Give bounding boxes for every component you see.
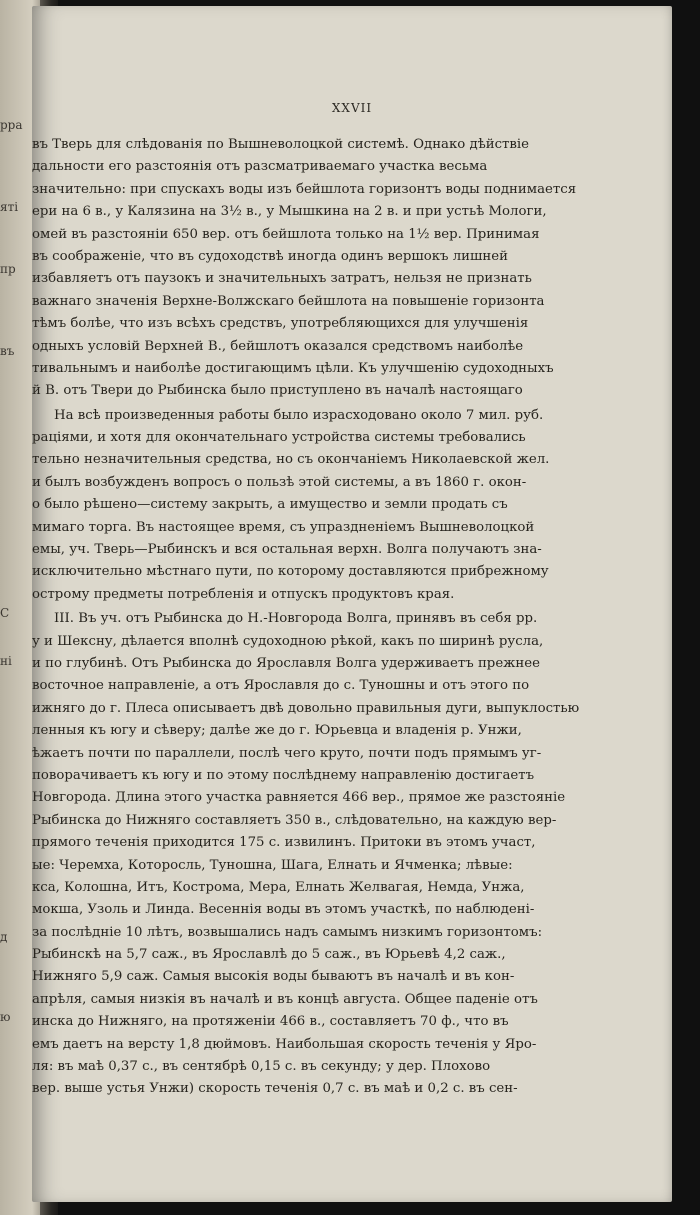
text-line: важнаго значенія Верхне-Волжскаго бейшлота на повышеніе горизонта xyxy=(32,293,545,309)
text-line: мокша, Узоль и Линда. Весеннія воды въ этомъ участкѣ, по наблюдені- xyxy=(32,902,535,918)
book-page xyxy=(32,6,672,1202)
text-line: Новгорода. Длина этого участка равняется 466 вер., прямое же разстояніе xyxy=(32,790,566,806)
text-line: ля: въ маѣ 0,37 с., въ сентябрѣ 0,15 с. въ секунду; у дер. Плохово xyxy=(32,1059,491,1075)
left-margin-fragment: пр xyxy=(0,262,16,276)
text-line: и былъ возбужденъ вопросъ о пользѣ этой системы, а въ 1860 г. окон- xyxy=(32,474,527,490)
text-line: ленныя къ югу и сѣверу; далѣе же до г. Юрьевца и владенія р. Унжи, xyxy=(32,723,522,739)
text-line: емы, уч. Тверь—Рыбинскъ и вся остальная верхн. Волга получаютъ зна- xyxy=(32,542,542,558)
text-line: емъ даетъ на версту 1,8 дюймовъ. Наибольшая скорость теченія у Яро- xyxy=(32,1036,537,1052)
text-line: тельно незначительныя средства, но съ окончаніемъ Николаевской жел. xyxy=(32,452,550,468)
text-line: кса, Колошна, Итъ, Кострома, Мера, Елнать Желвагая, Немда, Унжа, xyxy=(32,879,525,895)
text-line: у и Шексну, дѣлается вполнѣ судоходною рѣкой, какъ по ширинѣ русла, xyxy=(32,633,544,649)
text-line: Нижняго 5,9 саж. Самыя высокія воды бываютъ въ началѣ и въ кон- xyxy=(32,969,515,985)
text-line: ижняго до г. Плеса описываетъ двѣ довольно правильныя дуги, выпуклостью xyxy=(32,700,580,716)
text-line: апрѣля, самыя низкія въ началѣ и въ концѣ августа. Общее паденіе отъ xyxy=(32,991,538,1007)
text-line: въ Тверь для слѣдованія по Вышневолоцкой системѣ. Однако дѣйствіе xyxy=(32,137,530,152)
left-margin-fragment: яті xyxy=(0,200,19,214)
text-line: дальности его разстоянія отъ разсматриваемаго участка весьма xyxy=(32,159,488,175)
text-line: избавляетъ отъ паузокъ и значительныхъ затратъ, нельзя не признать xyxy=(32,271,532,287)
text-line: въ соображеніе, что въ судоходствѣ иногда одинъ вершокъ лишней xyxy=(32,248,508,264)
text-line: раціями, и хотя для окончательнаго устройства системы требовались xyxy=(32,430,526,446)
text-line: прямого теченія приходится 175 с. извилинъ. Притоки въ этомъ участ, xyxy=(32,835,536,851)
left-margin-fragment: ю xyxy=(0,1010,11,1024)
left-margin-fragment: ні xyxy=(0,654,12,668)
text-line: омей въ разстояніи 650 вер. отъ бейшлота только на 1½ вер. Принимая xyxy=(32,226,540,242)
left-margin-fragment: С xyxy=(0,606,10,620)
text-line: инска до Нижняго, на протяженіи 466 в., составляетъ 70 ф., что въ xyxy=(32,1014,509,1030)
left-margin-fragment: д xyxy=(0,930,8,944)
text-line: вер. выше устья Унжи) скорость теченія 0,7 с. въ маѣ и 0,2 с. въ сен- xyxy=(32,1081,518,1097)
text-line: й В. отъ Твери до Рыбинска было приступлено въ началѣ настоящаго xyxy=(32,383,523,399)
text-line: одныхъ условій Верхней В., бейшлотъ оказался средствомъ наиболѣе xyxy=(32,338,524,354)
text-line: ери на 6 в., у Калязина на 3½ в., у Мышкина на 2 в. и при устьѣ Мологи, xyxy=(32,204,547,220)
text-line: ѣжаетъ почти по параллели, послѣ чего круто, почти подъ прямымъ уг- xyxy=(32,745,542,761)
text-line: значительно: при спускахъ воды изъ бейшлота горизонтъ воды поднимается xyxy=(32,181,577,197)
text-line: ые: Черемха, Которосль, Туношна, Шага, Елнать и Ячменка; лѣвые: xyxy=(32,857,513,873)
text-line: Рыбинска до Нижняго составляетъ 350 в., слѣдовательно, на каждую вер- xyxy=(32,812,557,828)
text-line: исключительно мѣстнаго пути, по которому доставляются прибрежному xyxy=(32,564,549,580)
text-line: за послѣдніе 10 лѣтъ, возвышались надъ самымъ низкимъ горизонтомъ: xyxy=(32,924,543,940)
text-line: поворачиваетъ къ югу и по этому послѣднему направленію достигаетъ xyxy=(32,767,535,783)
text-line: о было рѣшено—систему закрыть, а имущество и земли продать съ xyxy=(32,497,508,513)
text-line: III. Въ уч. отъ Рыбинска до Н.-Новгорода Волга, принявъ въ себя рр. xyxy=(54,611,538,627)
text-line: восточное направленіе, а отъ Ярославля до с. Туношны и отъ этого по xyxy=(32,678,530,694)
text-line: тѣмъ болѣе, что изъ всѣхъ средствъ, употребляющихся для улучшенія xyxy=(32,316,529,332)
page-number: XXVII xyxy=(331,101,373,115)
text-line: Рыбинскѣ на 5,7 саж., въ Ярославлѣ до 5 саж., въ Юрьевѣ 4,2 саж., xyxy=(32,947,506,963)
text-line: мимаго торга. Въ настоящее время, съ упраздненіемъ Вышневолоцкой xyxy=(32,519,535,535)
left-margin-fragment: рра xyxy=(0,118,23,132)
text-line: На всѣ произведенныя работы было израсходовано около 7 мил. руб. xyxy=(54,407,544,423)
page-text xyxy=(32,134,644,1101)
text-line: тивальнымъ и наиболѣе достигающимъ цѣли. Къ улучшенію судоходныхъ xyxy=(32,360,554,376)
text-line: и по глубинѣ. Отъ Рыбинска до Ярославля Волга удерживаетъ прежнее xyxy=(32,655,541,671)
text-line: острому предметы потребленія и отпускъ продуктовъ края. xyxy=(32,586,455,602)
left-margin-fragment: въ xyxy=(0,344,15,358)
